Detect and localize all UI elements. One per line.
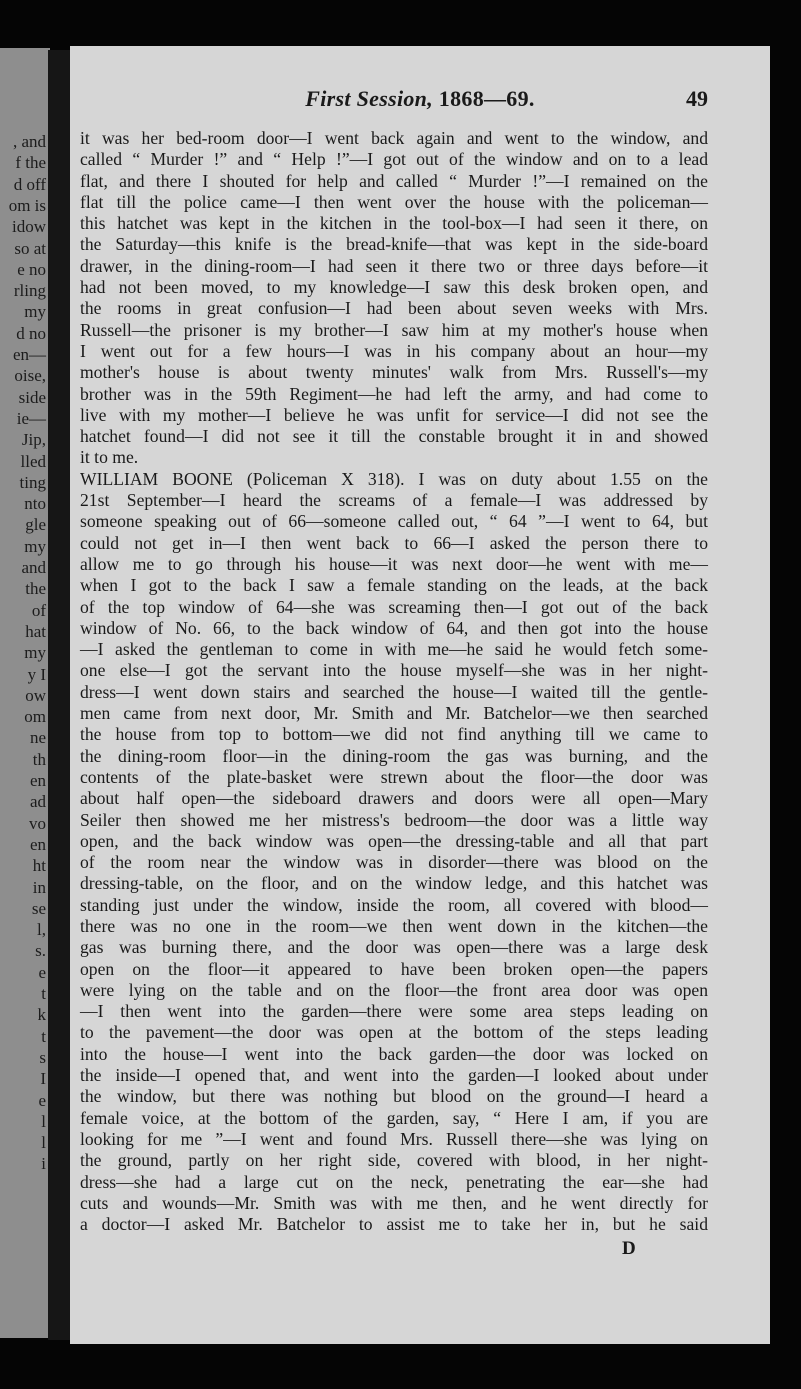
- signature-mark: D: [622, 1238, 636, 1259]
- text-line: dress—I went down stairs and searched the house—I waited till the gentle-: [80, 681, 708, 702]
- text-line: flat till the police came—I then went over the house with the policeman—: [80, 191, 708, 212]
- left-page-fragment: I: [40, 1069, 46, 1089]
- left-page-fragment: and: [21, 558, 46, 577]
- text-line: when I got to the back I saw a female standing on the leads, at the back: [80, 575, 708, 596]
- text-line: allow me to go through his house—it was next door—he went with me—: [80, 553, 708, 574]
- left-page-fragment: my: [24, 643, 46, 663]
- text-line: the ground, partly on her right side, covered with blood, in her night-: [80, 1150, 708, 1171]
- left-page-fragment: so at: [14, 238, 46, 258]
- left-page-fragment: lled: [20, 451, 46, 471]
- left-page-edge: [0, 48, 50, 1338]
- text-line: the Saturday—this knife is the bread-knife—that was kept in the side-board: [80, 234, 708, 255]
- text-line: the window, but there was nothing but blood on the ground—I heard a: [80, 1086, 708, 1107]
- text-line: looking for me ”—I went and found Mrs. Russell there—she was lying on: [80, 1128, 708, 1149]
- text-line: of the top window of 64—she was screaming then—I got out of the back: [80, 596, 708, 617]
- left-page-fragment: e: [38, 1090, 46, 1110]
- left-page-fragment: in: [32, 877, 46, 897]
- text-line: the inside—I opened that, and went into the garden—I looked about under: [80, 1065, 708, 1086]
- page-header: [70, 86, 770, 114]
- text-line: someone speaking out of 66—someone called out, “ 64 ”—I went to 64, but: [80, 511, 708, 532]
- left-page-fragment: om is: [8, 195, 46, 215]
- text-line: contents of the plate-basket were strewn about the floor—the door was: [80, 766, 708, 787]
- running-head: [70, 86, 770, 112]
- left-page-fragment: side: [18, 387, 46, 407]
- left-page-fragment: of: [31, 600, 46, 620]
- left-page-fragment: ie—: [16, 408, 46, 428]
- left-page-fragment: k: [37, 1005, 46, 1025]
- text-line: had not been moved, to my knowledge—I saw this desk broken open, and: [80, 277, 708, 298]
- left-page-fragment: y I: [27, 664, 46, 684]
- left-page-fragment: ne: [29, 728, 46, 748]
- left-page-fragment: t: [41, 984, 46, 1003]
- text-line: open, and the back window was open—the dressing-table and all that part: [80, 830, 708, 851]
- left-page-fragment: ad: [29, 792, 46, 812]
- text-line: Russell—the prisoner is my brother—I saw him at my mother's house when: [80, 319, 708, 340]
- left-page-fragment: nto: [24, 494, 46, 514]
- left-page-fragment: l,: [37, 920, 46, 940]
- text-line: hatchet found—I did not see it till the constable brought it in and showed: [80, 426, 708, 447]
- left-page-fragment: my: [24, 536, 46, 556]
- left-page-fragment: ow: [25, 685, 46, 705]
- text-line: cuts and wounds—Mr. Smith was with me then, and he went directly for: [80, 1192, 708, 1213]
- left-page-fragment: om: [24, 707, 46, 727]
- text-line: Seiler then showed me her mistress's bedroom—the door was a little way: [80, 809, 708, 830]
- left-page-fragment: e no: [17, 259, 46, 279]
- text-line: it was her bed-room door—I went back again and went to the window, and: [80, 128, 708, 148]
- left-page-fragment: t: [41, 1026, 46, 1046]
- text-line: mother's house is about twenty minutes' walk from Mrs. Russell's—my: [80, 362, 708, 383]
- text-line: there was no one in the room—we then went down in the kitchen—the: [80, 915, 708, 936]
- text-line: into the house—I went into the back garden—the door was locked on: [80, 1043, 708, 1064]
- left-page-fragment: l: [41, 1133, 46, 1153]
- text-line: the rooms in great confusion—I had been about seven weeks with Mrs.: [80, 298, 708, 319]
- left-page-fragment: , and: [12, 132, 46, 151]
- left-page-fragment: e: [38, 962, 46, 982]
- body-text: [80, 128, 708, 1235]
- text-line: window of No. 66, to the back window of 64, and then got into the house: [80, 617, 708, 638]
- session-title: First Session,: [305, 86, 433, 111]
- left-page-fragment: Jip,: [21, 430, 46, 450]
- left-page-fragment: s: [39, 1047, 46, 1067]
- left-page-fragment: idow: [12, 217, 46, 237]
- session-years: 1868—69.: [433, 86, 535, 111]
- text-line: WILLIAM BOONE (Policeman X 318). I was on duty about 1.55 on the: [80, 468, 708, 489]
- left-page-fragment: l: [41, 1111, 46, 1131]
- text-line: standing just under the window, inside the room, all covered with blood—: [80, 894, 708, 915]
- text-line: —I then went into the garden—there were some area steps leading on: [80, 1001, 708, 1022]
- left-page-fragment: ht: [32, 856, 46, 876]
- page-number: 49: [686, 86, 708, 111]
- left-page-fragment: en: [29, 771, 46, 790]
- text-line: called “ Murder !” and “ Help !”—I got out of the window and on to a lead: [80, 149, 708, 170]
- left-page-fragment: se: [31, 898, 46, 918]
- text-line: about half open—the sideboard drawers and doors were all open—Mary: [80, 788, 708, 809]
- left-page-fragment: vo: [29, 813, 46, 833]
- left-page-fragment: i: [41, 1154, 46, 1174]
- left-page-fragment: hat: [25, 621, 46, 641]
- left-page-fragment: ting: [19, 472, 46, 492]
- left-page-fragment: en: [29, 834, 46, 854]
- left-page-fragment: d off: [13, 174, 46, 194]
- left-page-fragment: the: [25, 579, 46, 599]
- text-line: the house from top to bottom—we did not find anything till we came to: [80, 724, 708, 745]
- text-line: were lying on the table and on the floor—the front area door was open: [80, 979, 708, 1000]
- text-line: could not get in—I then went back to 66—I asked the person there to: [80, 532, 708, 553]
- text-line: dress—she had a large cut on the neck, penetrating the ear—she had: [80, 1171, 708, 1192]
- text-line: female voice, at the bottom of the garden, say, “ Here I am, if you are: [80, 1107, 708, 1128]
- left-page-fragment: s.: [35, 941, 46, 961]
- left-page-fragment: my: [24, 302, 46, 322]
- left-page-fragment: en—: [12, 345, 46, 364]
- book-gutter: [48, 50, 72, 1340]
- page: [70, 46, 770, 1344]
- text-line: open on the floor—it appeared to have been broken open—the papers: [80, 958, 708, 979]
- text-line: the dining-room floor—in the dining-room the gas was burning, and the: [80, 745, 708, 766]
- left-page-fragment: f the: [15, 153, 46, 173]
- left-page-fragment: oise,: [14, 366, 46, 386]
- text-line: I went out for a few hours—I was in his company about an hour—my: [80, 340, 708, 361]
- left-page-fragment: rling: [13, 281, 46, 301]
- left-page-fragment: gle: [25, 515, 46, 535]
- left-page-fragment: th: [32, 749, 46, 769]
- text-line: brother was in the 59th Regiment—he had left the army, and had come to: [80, 383, 708, 404]
- text-line: of the room near the window was in disorder—there was blood on the: [80, 852, 708, 873]
- text-line: 21st September—I heard the screams of a female—I was addressed by: [80, 490, 708, 511]
- text-line: a doctor—I asked Mr. Batchelor to assist me to take her in, but he said: [80, 1214, 708, 1235]
- text-line: gas was burning there, and the door was open—there was a large desk: [80, 937, 708, 958]
- text-line: dressing-table, on the floor, and on the window ledge, and this hatchet was: [80, 873, 708, 894]
- text-line: —I asked the gentleman to come in with me—he said he would fetch some-: [80, 639, 708, 660]
- left-page-fragment: d no: [16, 323, 46, 343]
- text-line: one else—I got the servant into the house myself—she was in her night-: [80, 660, 708, 681]
- text-line: live with my mother—I believe he was unfit for service—I did not see the: [80, 404, 708, 425]
- text-line: drawer, in the dining-room—I had seen it there two or three days before—it: [80, 255, 708, 276]
- text-line: this hatchet was kept in the kitchen in the tool-box—I had seen it there, on: [80, 213, 708, 234]
- text-line: men came from next door, Mr. Smith and Mr. Batchelor—we then searched: [80, 703, 708, 724]
- text-line: it to me.: [80, 447, 139, 468]
- text-line: flat, and there I shouted for help and called “ Murder !”—I remained on the: [80, 170, 708, 191]
- text-line: to the pavement—the door was open at the bottom of the steps leading: [80, 1022, 708, 1043]
